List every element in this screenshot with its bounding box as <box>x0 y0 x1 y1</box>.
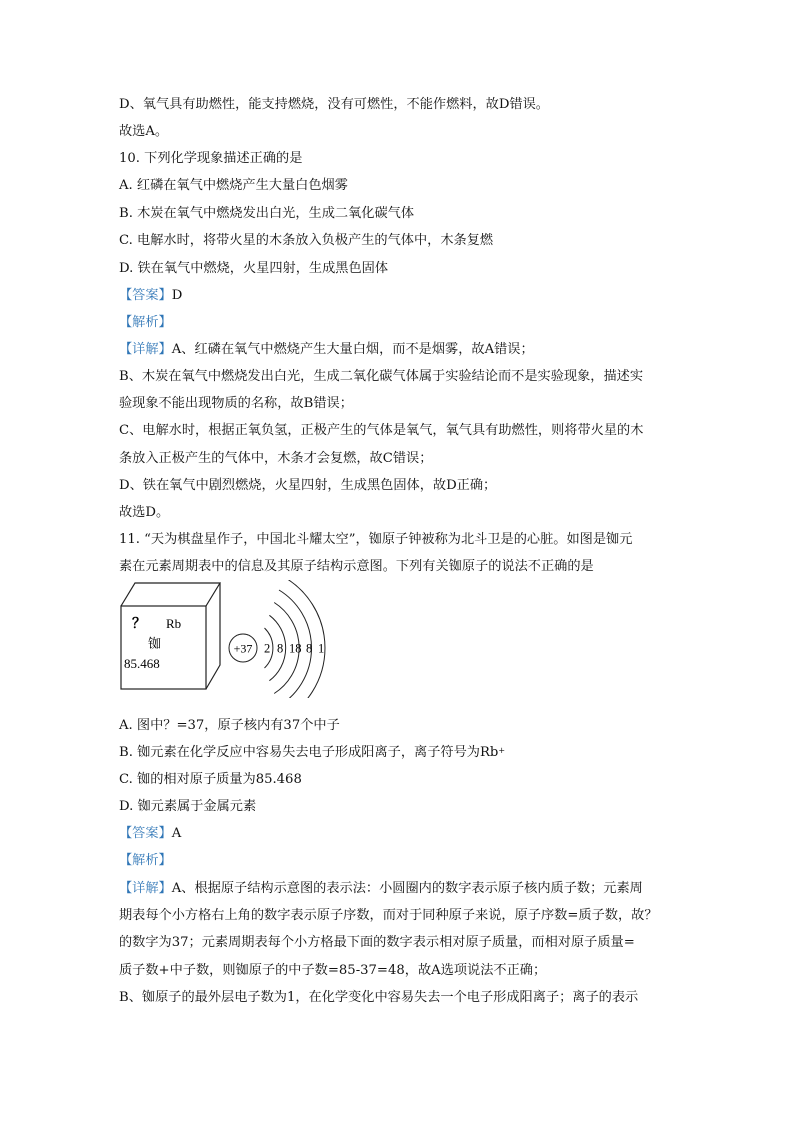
answer-tag: 【答案】 <box>119 826 172 841</box>
element-name: 铷 <box>148 637 162 652</box>
explanation-text: A、红磷在氧气中燃烧产生大量白烟，而不是烟雾，故A错误； <box>171 342 534 357</box>
q9-option-d-explanation: D、氧气具有助燃性，能支持燃烧，没有可燃性，不能作燃料，故D错误。 <box>119 97 549 112</box>
explanation-text: A、根据原子结构示意图的表示法：小圆圈内的数字表示原子核内质子数；元素周 <box>171 881 643 896</box>
q11-option-b <box>119 745 505 761</box>
shell-electrons-2: 8 <box>277 641 284 656</box>
q11-option-c: C. 铷的相对原子质量为85.468 <box>119 772 302 787</box>
atom-diagram <box>229 580 325 698</box>
q11-answer <box>119 826 181 842</box>
q10-explanation-b2: 验现象不能出现物质的名称，故B错误； <box>119 396 353 411</box>
q11-explanation-a2: 期表每个小方格右上角的数字表示原子序数，而对于同种原子来说，原子序数=质子数，故？ <box>119 908 658 923</box>
rubidium-figure <box>118 580 333 698</box>
answer-value: D <box>171 288 183 303</box>
q11-stem-line1: 11. “天为棋盘星作子，中国北斗耀太空”，铷原子钟被称为北斗卫是的心脏。如图是铷元 <box>119 532 633 547</box>
q11-stem-line2: 素在元素周期表中的信息及其原子结构示意图。下列有关铷原子的说法不正确的是 <box>119 559 594 574</box>
q11-explanation-a4: 质子数+中子数，则铷原子的中子数=85-37=48，故A选项说法不正确； <box>119 963 547 978</box>
q10-option-c: C. 电解水时，将带火星的木条放入负极产生的气体中，木条复燃 <box>119 233 494 248</box>
q10-choose: 故选D。 <box>119 505 170 520</box>
q10-answer <box>119 288 182 304</box>
detail-tag: 【详解】 <box>119 342 172 357</box>
shell-electrons-5: 1 <box>318 641 325 656</box>
element-number: ？ <box>132 617 146 632</box>
shell-electrons-3: 18 <box>289 641 302 656</box>
q10-option-d: D. 铁在氧气中燃烧，火星四射，生成黑色固体 <box>119 261 389 276</box>
nucleus-charge: +37 <box>233 641 253 656</box>
q11-option-a: A. 图中？=37，原子核内有37个中子 <box>119 718 340 733</box>
q11-explanation-a1 <box>119 881 643 897</box>
element-symbol: Rb <box>166 616 182 631</box>
q10-explanation-c1: C、电解水时，根据正氧负氢，正极产生的气体是氧气，氧气具有助燃性，则将带火星的木 <box>119 423 644 438</box>
q9-choose: 故选A。 <box>119 124 169 139</box>
charge-superscript: + <box>498 746 506 755</box>
q10-option-a: A. 红磷在氧气中燃烧产生大量白色烟雾 <box>119 178 348 193</box>
answer-value: A <box>171 826 182 841</box>
q10-option-b: B. 木炭在氧气中燃烧发出白光，生成二氧化碳气体 <box>119 206 415 221</box>
q11-explanation-b: B、铷原子的最外层电子数为1，在化学变化中容易失去一个电子形成阳离子；离子的表示 <box>119 990 639 1005</box>
q10-explanation-d: D、铁在氧气中剧烈燃烧，火星四射，生成黑色固体，故D正确； <box>119 478 497 493</box>
q11-explanation-a3: 的数字为37；元素周期表每个小方格最下面的数字表示相对原子质量，而相对原子质量= <box>119 935 635 950</box>
answer-tag: 【答案】 <box>119 288 172 303</box>
q10-stem: 10. 下列化学现象描述正确的是 <box>119 151 303 166</box>
periodic-table-cell <box>121 583 220 689</box>
q10-explanation-b1: B、木炭在氧气中燃烧发出白光，生成二氧化碳气体属于实验结论而不是实验现象，描述实 <box>119 369 643 384</box>
shell-electrons-4: 8 <box>306 641 313 656</box>
q11-analysis-tag: 【解析】 <box>119 853 172 868</box>
shell-electrons-1: 2 <box>264 641 271 656</box>
q10-explanation-c2: 条放入正极产生的气体中，木条才会复燃，故C错误； <box>119 451 433 466</box>
electron-shell-5 <box>284 580 325 698</box>
detail-tag: 【详解】 <box>119 881 172 896</box>
element-mass: 85.468 <box>124 656 160 671</box>
q11-option-d: D. 铷元素属于金属元素 <box>119 799 257 814</box>
q10-explanation-a <box>119 342 534 358</box>
q10-analysis-tag: 【解析】 <box>119 315 172 330</box>
option-text: B. 铷元素在化学反应中容易失去电子形成阳离子，离子符号为Rb <box>119 745 499 760</box>
